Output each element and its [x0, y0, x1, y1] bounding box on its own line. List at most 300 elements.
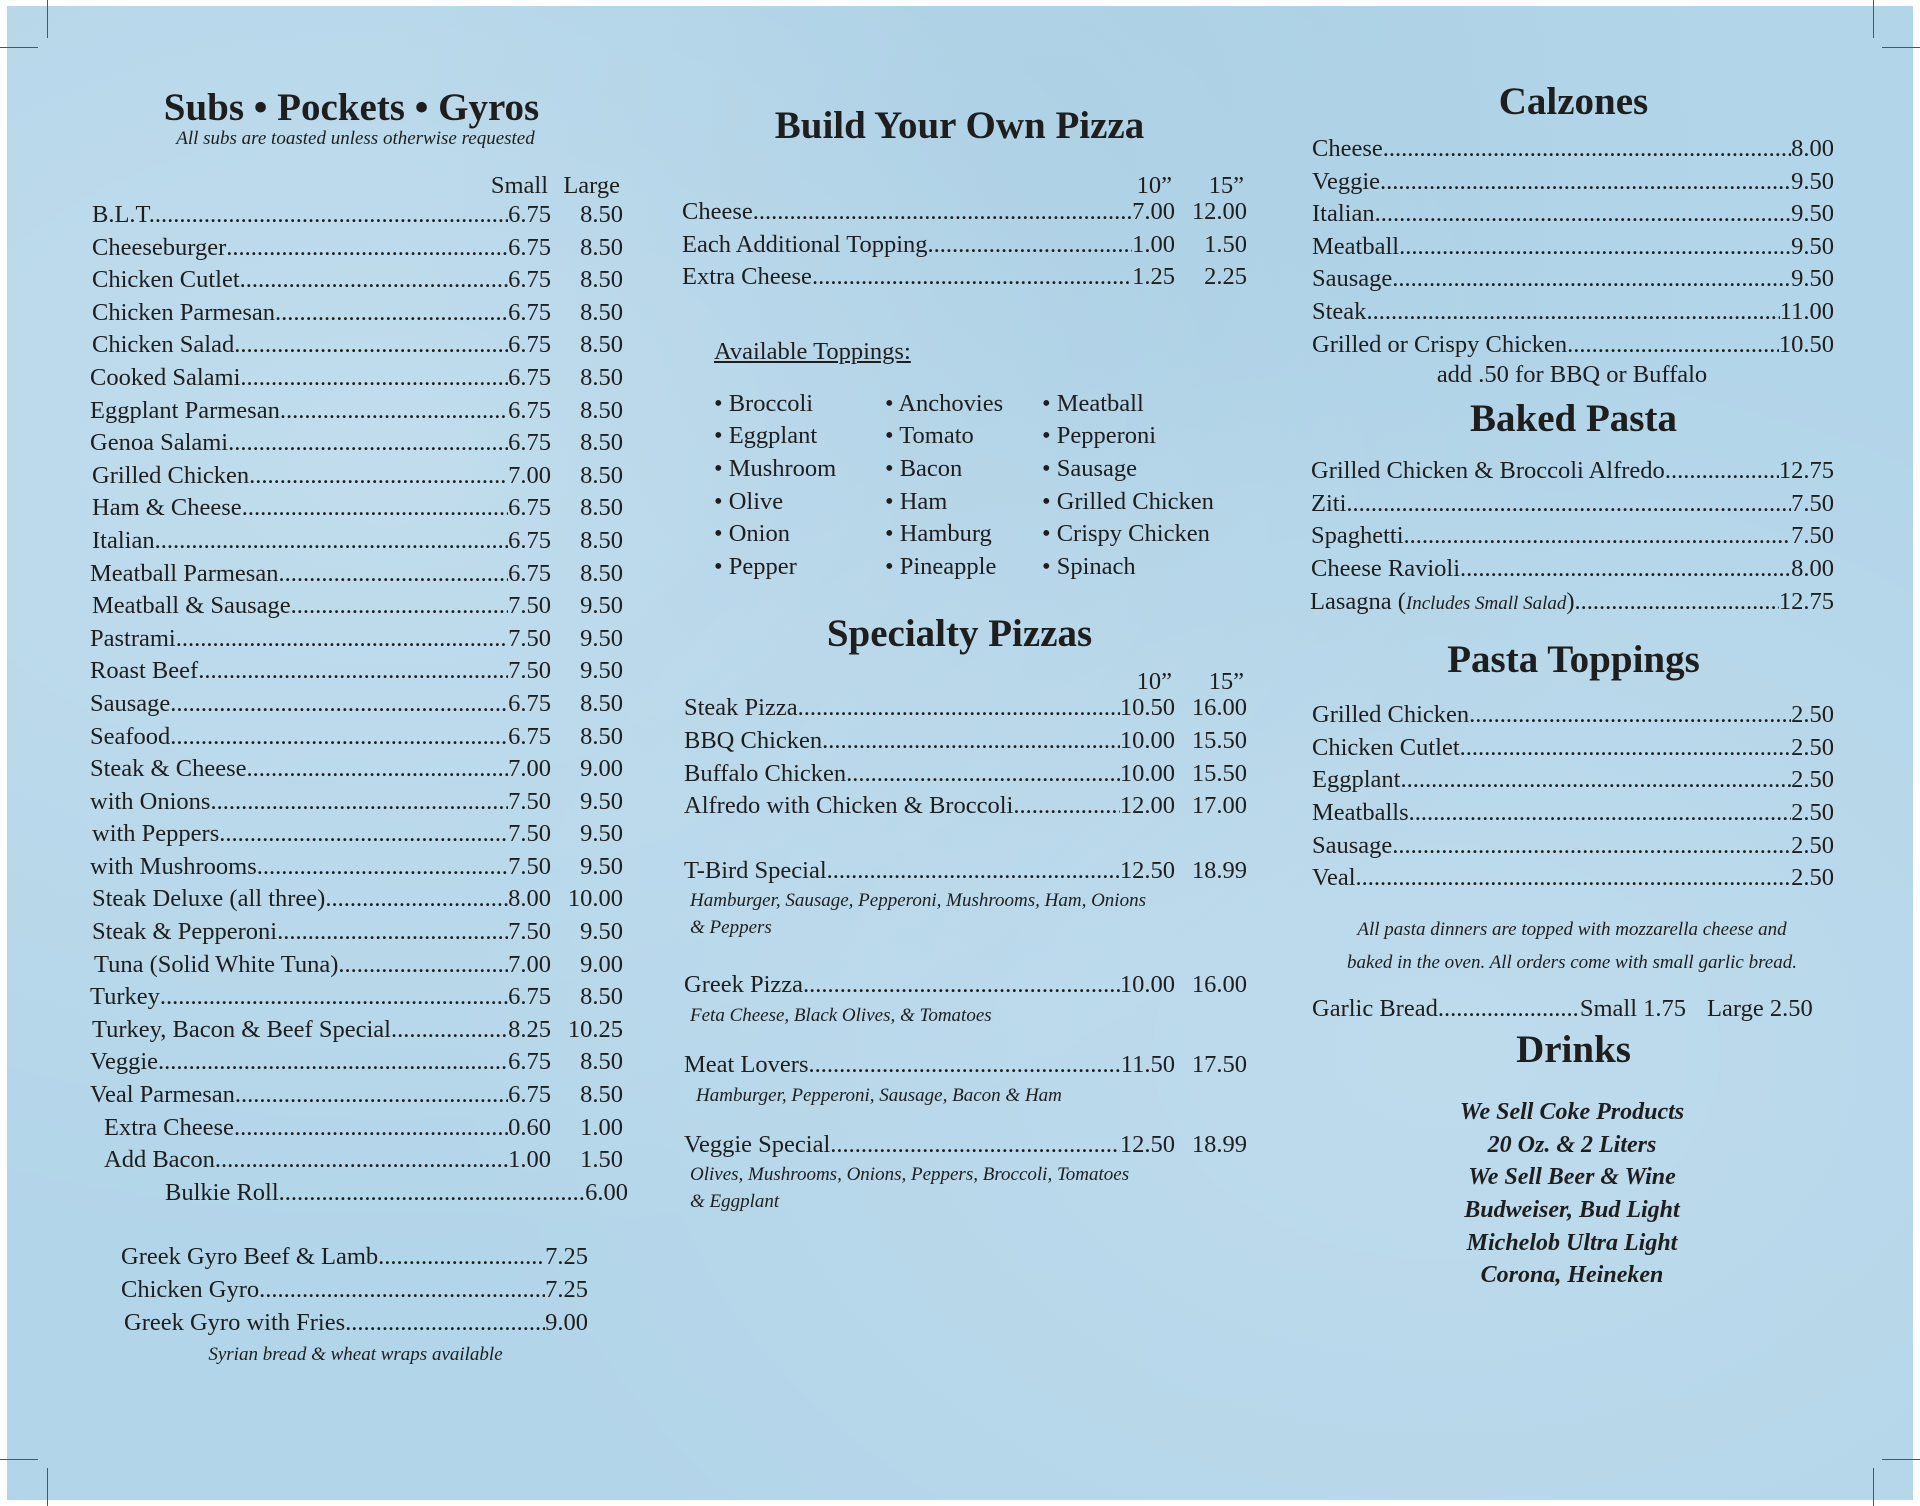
sub-item	[88, 460, 623, 493]
subs-size-header	[88, 170, 623, 202]
topping-item: • Pepperoni	[1042, 422, 1157, 450]
topping-item: • Pepper	[714, 552, 797, 580]
item-price: 11.50	[1120, 1050, 1175, 1078]
item-name: Cheese	[682, 198, 753, 225]
sub-item	[88, 199, 623, 232]
item-price-large: 8.50	[580, 1048, 623, 1076]
calzone-list	[1310, 133, 1834, 361]
item-name: Veal	[1312, 864, 1356, 892]
item-name: Lasagna (Includes Small Salad)	[1310, 587, 1575, 615]
specialty-item	[682, 1049, 1247, 1082]
col-15: 15”	[1208, 668, 1244, 696]
sub-item	[88, 1177, 628, 1210]
sub-item	[88, 329, 623, 362]
item-name: Veggie	[90, 1048, 159, 1076]
topping-item: • Pineapple	[885, 552, 997, 580]
toppings-column	[885, 388, 1042, 584]
sub-item	[88, 297, 623, 330]
item-name: Eggplant	[1312, 766, 1401, 794]
item-name: Pastrami	[90, 624, 176, 652]
drinks-line: Corona, Heineken	[1480, 1262, 1664, 1289]
calzone-item	[1310, 166, 1834, 199]
item-price-large: 9.50	[580, 918, 623, 946]
specialty-item	[682, 969, 1247, 1002]
item-price-large: 15.50	[1191, 759, 1247, 787]
item-price: 6.75	[508, 1081, 551, 1109]
item-price-large: 8.50	[580, 1081, 623, 1109]
item-price-large: 17.00	[1191, 792, 1247, 820]
byo-list	[682, 196, 1247, 294]
item-name: Grilled Chicken	[1312, 701, 1470, 729]
item-price: 8.00	[1791, 554, 1834, 582]
specialty-item	[682, 855, 1247, 888]
item-price-large: 1.50	[580, 1146, 623, 1174]
item-price: 6.75	[508, 363, 551, 391]
item-name: Chicken Gyro	[121, 1276, 260, 1303]
gyro-item	[121, 1307, 588, 1340]
item-name: Cheese Ravioli	[1311, 554, 1461, 582]
col-15: 15”	[1208, 172, 1244, 199]
sub-item	[88, 362, 623, 395]
item-price-large: 12.00	[1191, 198, 1247, 225]
topping-item: • Ham	[885, 487, 948, 515]
specialty-item	[682, 692, 1247, 725]
sub-item	[88, 492, 623, 525]
item-name: Meatball	[1312, 232, 1400, 260]
item-price: 8.00	[1791, 135, 1834, 162]
item-price: 6.75	[508, 298, 551, 326]
sub-item	[88, 427, 623, 460]
item-price-large: 8.50	[580, 233, 623, 261]
pasta-note-1: All pasta dinners are topped with mozzarella cheese and	[1357, 918, 1787, 940]
specialty-item	[682, 790, 1247, 823]
item-price: 1.25	[1132, 263, 1175, 291]
special-pizza	[682, 1129, 1247, 1216]
item-price: 7.50	[508, 852, 551, 880]
sub-item	[88, 558, 623, 591]
item-price-large: 16.00	[1191, 694, 1247, 722]
pasta-item	[1310, 520, 1834, 553]
item-price: 7.50	[508, 787, 551, 815]
item-price-large: 10.25	[567, 1015, 623, 1043]
item-name: Sausage	[1312, 265, 1393, 293]
item-price: 12.50	[1119, 856, 1175, 884]
item-name: Turkey, Bacon & Beef Special	[92, 1015, 391, 1043]
garlic-small-price: Small 1.75	[1579, 994, 1687, 1022]
topping-item: • Anchovies	[885, 389, 1004, 417]
item-name: BBQ Chicken	[684, 726, 823, 754]
item-price-large: 9.50	[580, 820, 623, 848]
item-price: 6.75	[508, 559, 551, 587]
item-price: 9.00	[545, 1308, 588, 1336]
item-price: 2.50	[1791, 701, 1834, 729]
item-price-large: 8.50	[580, 559, 623, 587]
item-name: Alfredo with Chicken & Broccoli	[684, 792, 1014, 820]
special-description: Hamburger, Pepperoni, Sausage, Bacon & Ham	[696, 1084, 1062, 1106]
item-name: Greek Gyro Beef & Lamb	[121, 1243, 379, 1271]
item-price-large: 15.50	[1191, 726, 1247, 754]
item-name: Italian	[92, 526, 155, 554]
item-price: 10.00	[1119, 971, 1175, 999]
pasta-topping-item	[1310, 764, 1834, 797]
subs-section	[88, 86, 628, 1367]
item-price-large: 18.99	[1191, 1130, 1247, 1158]
toppings-column	[714, 388, 885, 584]
item-price: 7.50	[508, 624, 551, 652]
item-name: Tuna (Solid White Tuna)	[94, 950, 339, 978]
item-name: Meatball Parmesan	[90, 559, 279, 587]
item-name: Cheese	[1312, 135, 1383, 162]
item-price: 7.50	[508, 657, 551, 685]
item-price: 7.50	[1791, 522, 1834, 550]
special-description: & Peppers	[690, 917, 772, 939]
col-10: 10”	[1136, 172, 1172, 199]
pasta-toppings-list	[1310, 699, 1834, 895]
sub-item	[88, 721, 623, 754]
topping-item: • Meatball	[1042, 389, 1144, 417]
byo-title: Build Your Own Pizza	[774, 104, 1145, 147]
item-price-large: 8.50	[580, 429, 623, 457]
item-name: Meatball & Sausage	[92, 592, 291, 620]
item-name: Eggplant Parmesan	[90, 396, 280, 424]
item-name: Meat Lovers	[684, 1050, 809, 1078]
item-price-large: 9.00	[580, 755, 623, 783]
item-price: 9.50	[1791, 265, 1834, 293]
pasta-topping-item	[1310, 699, 1834, 732]
specialty-item	[682, 725, 1247, 758]
item-name: Ziti	[1311, 489, 1347, 517]
pizza-item	[682, 229, 1247, 262]
topping-item: • Hamburg	[885, 520, 992, 548]
pasta-toppings-title: Pasta Toppings	[1447, 638, 1700, 682]
item-name: Bulkie Roll	[165, 1178, 279, 1206]
sub-item	[88, 851, 623, 884]
topping-item: • Onion	[714, 520, 790, 548]
item-price: 6.75	[508, 1048, 551, 1076]
item-price: 6.75	[508, 983, 551, 1011]
crop-mark	[0, 47, 38, 48]
pasta-item	[1310, 488, 1834, 521]
calzone-item	[1310, 329, 1834, 362]
item-name: Chicken Cutlet	[92, 266, 240, 294]
item-price-large: 18.99	[1191, 856, 1247, 884]
item-name: Seafood	[90, 722, 171, 750]
item-name: Turkey	[90, 983, 160, 1011]
calzone-item	[1310, 198, 1834, 231]
item-name: Italian	[1312, 200, 1375, 228]
item-name: Chicken Salad	[92, 331, 235, 359]
item-price: 0.60	[508, 1113, 551, 1141]
col-large: Large	[563, 172, 620, 199]
specialty-item	[682, 758, 1247, 791]
item-name: Spaghetti	[1311, 522, 1404, 550]
item-name: Buffalo Chicken	[684, 759, 847, 787]
item-price-large: 8.50	[580, 461, 623, 489]
calzones-title: Calzones	[1498, 80, 1649, 123]
sub-item	[88, 883, 623, 916]
item-price: 2.50	[1791, 864, 1834, 892]
item-price-large: 2.25	[1204, 263, 1247, 291]
item-name: Veal Parmesan	[90, 1081, 235, 1109]
item-price-large: 8.50	[580, 201, 623, 228]
topping-item: • Olive	[714, 487, 784, 515]
crop-mark	[47, 0, 48, 38]
item-name: Roast Beef	[90, 657, 199, 685]
sub-item	[88, 264, 623, 297]
item-price-large: 17.50	[1191, 1050, 1247, 1078]
item-price: 8.00	[508, 885, 551, 913]
right-section	[1310, 80, 1834, 1292]
topping-item: • Tomato	[885, 422, 974, 450]
item-price-large: 8.50	[580, 396, 623, 424]
special-pizza	[682, 969, 1247, 1029]
drinks-list	[1310, 1096, 1834, 1292]
pasta-item	[1310, 455, 1834, 488]
drinks-line: 20 Oz. & 2 Liters	[1487, 1131, 1657, 1158]
drinks-line: Michelob Ultra Light	[1466, 1229, 1678, 1256]
topping-item: • Spinach	[1042, 552, 1136, 580]
drinks-line: We Sell Beer & Wine	[1468, 1164, 1676, 1191]
pasta-item	[1310, 553, 1834, 586]
item-name: T-Bird Special	[684, 856, 827, 884]
item-price: 6.75	[508, 429, 551, 457]
item-name: Greek Pizza	[684, 971, 804, 999]
sub-item	[88, 1046, 623, 1079]
item-name: Grilled or Crispy Chicken	[1312, 330, 1568, 358]
subs-title: Subs • Pockets • Gyros	[163, 86, 540, 129]
item-price: 7.00	[508, 755, 551, 783]
item-price-large: 9.50	[580, 852, 623, 880]
drinks-line: We Sell Coke Products	[1459, 1099, 1685, 1126]
item-price: 7.00	[1132, 198, 1175, 225]
item-name: Steak & Cheese	[90, 755, 247, 783]
sub-item	[88, 623, 623, 656]
item-price: 7.50	[508, 918, 551, 946]
topping-item: • Crispy Chicken	[1042, 520, 1210, 548]
item-name: with Onions	[90, 787, 211, 815]
gyro-list	[88, 1241, 588, 1339]
pasta-topping-item	[1310, 797, 1834, 830]
drinks-line: Budweiser, Bud Light	[1464, 1197, 1680, 1224]
item-name: Sausage	[90, 689, 171, 717]
item-price-large: 10.00	[567, 885, 623, 913]
calzone-item	[1310, 133, 1834, 166]
item-name: Veggie	[1312, 167, 1381, 195]
crop-mark	[47, 1468, 48, 1506]
sub-item	[88, 753, 623, 786]
pizza-item	[682, 196, 1247, 229]
special-description: & Eggplant	[690, 1191, 780, 1213]
item-name: with Mushrooms	[90, 852, 257, 880]
sub-item	[88, 395, 623, 428]
item-price: 6.75	[508, 233, 551, 261]
gyro-item	[121, 1241, 588, 1274]
item-price: 10.00	[1119, 759, 1175, 787]
item-price-large: 8.50	[580, 722, 623, 750]
item-price: 6.75	[508, 689, 551, 717]
item-price: 2.50	[1791, 766, 1834, 794]
subs-note: All subs are toasted unless otherwise requested	[176, 128, 535, 149]
item-name: Cheeseburger	[92, 233, 227, 261]
item-name: Steak Deluxe (all three)	[92, 885, 326, 913]
garlic-large-price: Large 2.50	[1707, 994, 1813, 1022]
item-price-large: 9.50	[580, 657, 623, 685]
crop-mark	[1882, 1459, 1920, 1460]
pizza-item	[682, 261, 1247, 294]
item-price: 7.00	[508, 950, 551, 978]
item-price-large: 1.00	[580, 1113, 623, 1141]
special-description: Hamburger, Sausage, Pepperoni, Mushrooms, Ham, Onions	[690, 890, 1146, 912]
special-pizza	[682, 855, 1247, 942]
garlic-bread-row	[1310, 993, 1834, 1026]
item-price: 7.00	[508, 461, 551, 489]
item-price-large: 16.00	[1191, 971, 1247, 999]
specials-list	[682, 855, 1247, 1215]
toppings-grid	[714, 388, 1247, 584]
item-name: Chicken Parmesan	[92, 298, 276, 326]
item-price: 11.00	[1779, 297, 1834, 325]
sub-item	[88, 981, 623, 1014]
item-price: 12.50	[1119, 1130, 1175, 1158]
specialty-item	[682, 1129, 1247, 1162]
item-name: Sausage	[1312, 831, 1393, 859]
sub-item	[88, 949, 623, 982]
item-name: B.L.T.	[92, 201, 155, 228]
subs-list	[88, 199, 623, 1177]
item-price: 6.75	[508, 494, 551, 522]
item-price: 1.00	[508, 1146, 551, 1174]
item-name: Greek Gyro with Fries	[124, 1308, 346, 1336]
calzone-item	[1310, 296, 1834, 329]
sub-item	[88, 232, 623, 265]
item-price-large: 8.50	[580, 298, 623, 326]
item-price: 2.50	[1791, 798, 1834, 826]
item-name: Steak & Pepperoni	[92, 918, 278, 946]
specialty-list	[682, 692, 1247, 822]
pasta-topping-item	[1310, 830, 1834, 863]
crop-mark	[0, 1459, 38, 1460]
topping-item: • Sausage	[1042, 454, 1137, 482]
baked-pasta-title: Baked Pasta	[1470, 397, 1677, 441]
item-name: Add Bacon	[104, 1146, 215, 1174]
item-name: Grilled Chicken & Broccoli Alfredo	[1311, 457, 1665, 485]
item-price-large: 9.00	[580, 950, 623, 978]
toppings-block	[682, 338, 1247, 584]
item-price-large: 8.50	[580, 983, 623, 1011]
item-price: 9.50	[1791, 167, 1834, 195]
item-price: 2.50	[1791, 733, 1834, 761]
item-price-large: 9.50	[580, 624, 623, 652]
item-price: 6.75	[508, 266, 551, 294]
item-price: 6.75	[508, 331, 551, 359]
col-10: 10”	[1136, 668, 1172, 696]
item-price: 1.00	[1132, 230, 1175, 258]
pasta-topping-item	[1310, 862, 1834, 895]
item-price: 6.75	[508, 201, 551, 228]
item-name: Genoa Salami	[90, 429, 229, 457]
item-price-large: 8.50	[580, 266, 623, 294]
item-price: 7.50	[1791, 489, 1834, 517]
crop-mark	[1873, 0, 1874, 38]
item-price: 6.75	[508, 526, 551, 554]
pasta-topping-item	[1310, 732, 1834, 765]
item-price: 12.00	[1119, 792, 1175, 820]
item-price: 6.00	[585, 1178, 628, 1206]
item-name: Grilled Chicken	[92, 461, 250, 489]
item-name: Steak	[1312, 297, 1367, 325]
sub-item	[88, 590, 623, 623]
item-price: 9.50	[1791, 232, 1834, 260]
item-price: 8.25	[508, 1015, 551, 1043]
toppings-label: Available Toppings:	[714, 337, 911, 365]
sub-item	[88, 1079, 623, 1112]
crop-mark	[1882, 47, 1920, 48]
sub-item	[88, 1144, 623, 1177]
item-price: 9.50	[1791, 200, 1834, 228]
item-price: 12.75	[1778, 587, 1834, 615]
item-price: 7.25	[545, 1243, 588, 1271]
item-name: Extra Cheese	[104, 1113, 234, 1141]
sub-item	[88, 916, 623, 949]
sub-item	[88, 786, 623, 819]
item-price-large: 8.50	[580, 494, 623, 522]
item-price: 7.25	[545, 1276, 588, 1303]
item-price: 12.75	[1778, 457, 1834, 485]
item-name: Chicken Cutlet	[1312, 733, 1460, 761]
topping-item: • Broccoli	[714, 389, 814, 417]
topping-item: • Eggplant	[714, 422, 818, 450]
item-price: 6.75	[508, 396, 551, 424]
item-price-large: 1.50	[1204, 230, 1247, 258]
sub-item	[88, 688, 623, 721]
col-small: Small	[490, 172, 548, 199]
pasta-note-2: baked in the oven. All orders come with small garlic bread.	[1347, 951, 1797, 973]
gyro-item	[121, 1274, 588, 1307]
item-price: 7.50	[508, 820, 551, 848]
sub-item	[88, 1112, 623, 1145]
item-price: 10.50	[1119, 694, 1175, 722]
item-name: with Peppers	[92, 820, 220, 848]
gyro-note: Syrian bread & wheat wraps available	[208, 1344, 503, 1366]
crop-mark	[1873, 1468, 1874, 1506]
item-name: Garlic Bread	[1312, 994, 1438, 1022]
item-name: Cooked Salami	[90, 363, 241, 391]
item-name: Steak Pizza	[684, 694, 798, 722]
topping-item: • Mushroom	[714, 454, 837, 482]
item-name: Meatballs	[1312, 798, 1409, 826]
item-price: 10.50	[1778, 330, 1834, 358]
sub-item	[88, 818, 623, 851]
toppings-column	[1042, 388, 1242, 584]
pizza-section	[682, 104, 1247, 1215]
lasagna-row	[1310, 586, 1834, 621]
item-price-large: 9.50	[580, 592, 623, 620]
drinks-title: Drinks	[1516, 1028, 1631, 1072]
topping-item: • Bacon	[885, 454, 963, 482]
special-pizza	[682, 1049, 1247, 1109]
item-name: Each Additional Topping	[682, 230, 928, 258]
baked-pasta-list	[1310, 455, 1834, 585]
item-price-large: 8.50	[580, 363, 623, 391]
item-price: 10.00	[1119, 726, 1175, 754]
sub-item	[88, 525, 623, 558]
sub-item	[88, 655, 623, 688]
item-price-large: 8.50	[580, 331, 623, 359]
special-description: Olives, Mushrooms, Onions, Peppers, Broccoli, Tomatoes	[690, 1164, 1130, 1186]
specialty-title: Specialty Pizzas	[826, 612, 1093, 656]
calzone-item	[1310, 231, 1834, 264]
special-description: Feta Cheese, Black Olives, & Tomatoes	[690, 1004, 992, 1026]
